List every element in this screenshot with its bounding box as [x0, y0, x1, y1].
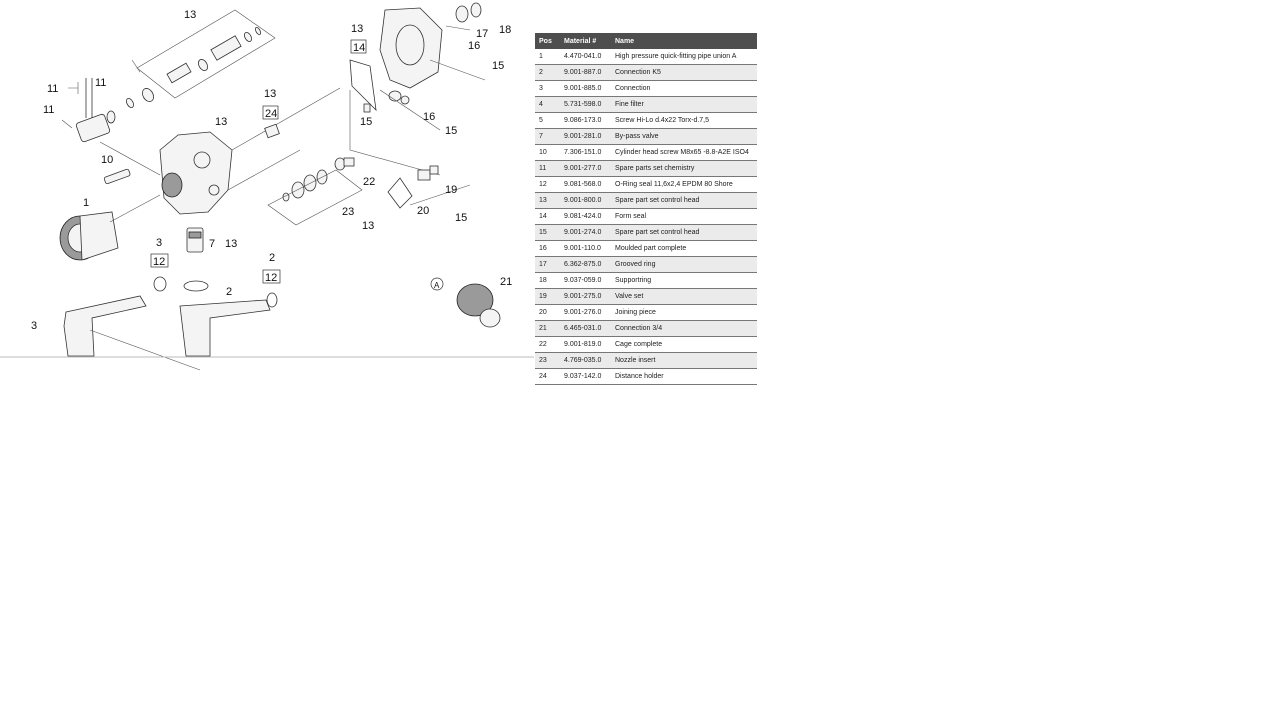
cell-name: Spare parts set chemistry	[611, 161, 757, 177]
callout-11: 11	[95, 77, 107, 89]
exploded-parts-diagram	[0, 0, 534, 362]
callout-3: 3	[31, 320, 38, 332]
pump-head-body	[100, 88, 340, 214]
cylinder-head-screw	[104, 169, 131, 184]
cell-name: Connection K5	[611, 65, 757, 81]
distance-holder	[265, 124, 280, 138]
cell-material: 9.001-887.0	[560, 65, 611, 81]
table-row	[535, 273, 757, 289]
cell-pos: 18	[535, 273, 560, 289]
cell-name: Cylinder head screw M8x65 -8.8-A2E ISO4	[611, 145, 757, 161]
cell-name: Grooved ring	[611, 257, 757, 273]
callout-17: 17	[476, 28, 489, 40]
cell-material: 6.465-031.0	[560, 321, 611, 337]
table-row	[535, 337, 757, 353]
callout-21: 21	[500, 276, 513, 288]
table-row	[535, 289, 757, 305]
cell-pos: 17	[535, 257, 560, 273]
cell-material: 9.037-142.0	[560, 369, 611, 385]
callout-13: 13	[215, 116, 228, 128]
cell-name: Form seal	[611, 209, 757, 225]
cell-pos: 16	[535, 241, 560, 257]
exploded-view-drawing	[0, 0, 534, 362]
callout-14: 14	[353, 42, 366, 54]
callout-10: 10	[101, 154, 114, 166]
table-row	[535, 49, 757, 65]
cell-material: 9.081-424.0	[560, 209, 611, 225]
callout-11: 11	[43, 104, 55, 116]
cell-name: Valve set	[611, 289, 757, 305]
callout-19: 19	[445, 184, 458, 196]
cell-pos: 21	[535, 321, 560, 337]
callout-11: 11	[47, 83, 59, 95]
table-row	[535, 369, 757, 385]
cell-pos: 3	[535, 81, 560, 97]
callout-13: 13	[362, 220, 375, 232]
cell-material: 9.081-568.0	[560, 177, 611, 193]
cell-material: 9.001-819.0	[560, 337, 611, 353]
cell-material: 9.001-274.0	[560, 225, 611, 241]
control-head-right	[350, 3, 485, 175]
cell-name: By-pass valve	[611, 129, 757, 145]
cell-material: 9.001-275.0	[560, 289, 611, 305]
cell-material: 9.086-173.0	[560, 113, 611, 129]
cell-pos: 23	[535, 353, 560, 369]
cell-name: Screw Hi-Lo d.4x22 Torx-d.7,5	[611, 113, 757, 129]
table-row	[535, 305, 757, 321]
table-row	[535, 321, 757, 337]
callout-15: 15	[445, 125, 458, 137]
callout-13: 13	[184, 9, 197, 21]
table-row	[535, 225, 757, 241]
cell-pos: 13	[535, 193, 560, 209]
callout-13: 13	[351, 23, 364, 35]
connection-pipes	[64, 277, 277, 370]
table-row	[535, 145, 757, 161]
cell-name: Joining piece	[611, 305, 757, 321]
cell-name: Fine filter	[611, 97, 757, 113]
cell-name: Cage complete	[611, 337, 757, 353]
cell-material: 9.001-281.0	[560, 129, 611, 145]
callout-18: 18	[499, 24, 512, 36]
cell-name: Spare part set control head	[611, 193, 757, 209]
cell-pos: 4	[535, 97, 560, 113]
callout-24: 24	[265, 108, 278, 120]
callout-12: 12	[265, 272, 278, 284]
cell-material: 9.037-059.0	[560, 273, 611, 289]
quick-fitting-pipe-union	[60, 195, 163, 260]
table-row	[535, 209, 757, 225]
table-row	[535, 65, 757, 81]
table-row	[535, 193, 757, 209]
table-row	[535, 177, 757, 193]
header-pos: Pos	[535, 33, 560, 49]
callout-2: 2	[269, 252, 276, 264]
table-row	[535, 241, 757, 257]
cell-pos: 12	[535, 177, 560, 193]
bypass-valve	[187, 228, 203, 252]
cell-material: 5.731-598.0	[560, 97, 611, 113]
table-row	[535, 113, 757, 129]
callout-3: 3	[156, 237, 163, 249]
cell-pos: 15	[535, 225, 560, 241]
callout-16: 16	[468, 40, 481, 52]
cell-material: 4.470-041.0	[560, 49, 611, 65]
cell-pos: 24	[535, 369, 560, 385]
callout-7: 7	[209, 238, 216, 250]
control-head-spring-assembly	[125, 10, 275, 109]
table-row	[535, 161, 757, 177]
cell-pos: 10	[535, 145, 560, 161]
cell-pos: 14	[535, 209, 560, 225]
header-name: Name	[611, 33, 757, 49]
cell-material: 9.001-110.0	[560, 241, 611, 257]
callout-2: 2	[226, 286, 233, 298]
header-material: Material #	[560, 33, 611, 49]
cell-material: 9.001-885.0	[560, 81, 611, 97]
table-row	[535, 353, 757, 369]
chemistry-set-parts	[62, 78, 115, 143]
cell-material: 9.001-277.0	[560, 161, 611, 177]
table-row	[535, 129, 757, 145]
callout-23: 23	[342, 206, 355, 218]
callout-20: 20	[417, 205, 430, 217]
cell-material: 9.001-276.0	[560, 305, 611, 321]
cell-material: 4.769-035.0	[560, 353, 611, 369]
cell-pos: 20	[535, 305, 560, 321]
callout-12: 12	[153, 256, 166, 268]
callout-1: 1	[83, 197, 90, 209]
cell-name: Distance holder	[611, 369, 757, 385]
callout-15: 15	[360, 116, 373, 128]
table-row	[535, 97, 757, 113]
parts-list-table	[535, 33, 757, 380]
cell-pos: 11	[535, 161, 560, 177]
callout-15: 15	[492, 60, 505, 72]
cell-pos: 5	[535, 113, 560, 129]
cell-pos: 2	[535, 65, 560, 81]
cell-pos: 22	[535, 337, 560, 353]
cell-name: Spare part set control head	[611, 225, 757, 241]
cell-name: Nozzle insert	[611, 353, 757, 369]
cell-name: O-Ring seal 11,6x2,4 EPDM 80 Shore	[611, 177, 757, 193]
cell-pos: 1	[535, 49, 560, 65]
cell-name: Moulded part complete	[611, 241, 757, 257]
table-row	[535, 257, 757, 273]
cell-pos: 19	[535, 289, 560, 305]
cell-pos: 7	[535, 129, 560, 145]
callout-22: 22	[363, 176, 376, 188]
cell-material: 7.306-151.0	[560, 145, 611, 161]
cell-name: Connection	[611, 81, 757, 97]
callout-15: 15	[455, 212, 468, 224]
callout-13: 13	[225, 238, 238, 250]
callout-16: 16	[423, 111, 436, 123]
cell-name: High pressure quick-fitting pipe union A	[611, 49, 757, 65]
cell-name: Connection 3/4	[611, 321, 757, 337]
callout-13: 13	[264, 88, 277, 100]
cell-material: 6.362-875.0	[560, 257, 611, 273]
callout-a: A	[434, 281, 440, 290]
connection-3-4	[431, 278, 500, 327]
cell-material: 9.001-800.0	[560, 193, 611, 209]
table-row	[535, 81, 757, 97]
cell-name: Supportring	[611, 273, 757, 289]
